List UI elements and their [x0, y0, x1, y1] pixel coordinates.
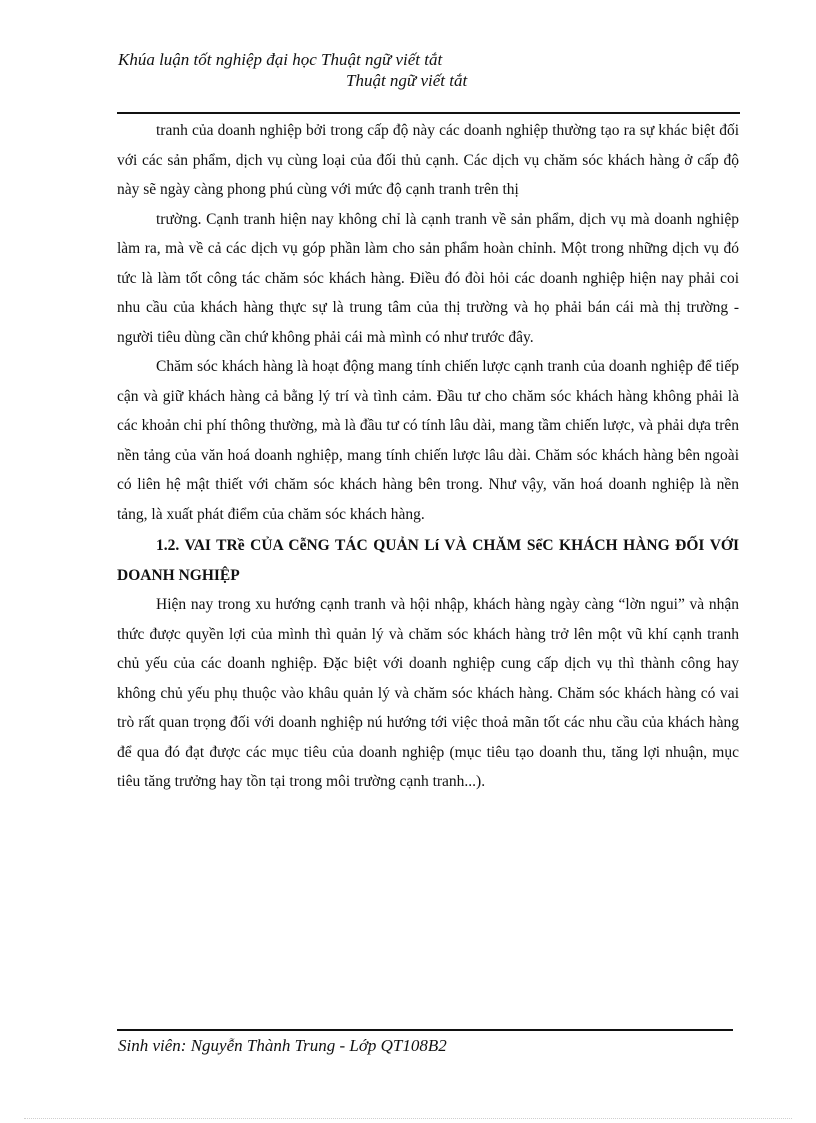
- footer-student-info: Sinh viên: Nguyễn Thành Trung - Lớp QT108B2: [118, 1036, 447, 1055]
- section-heading: 1.2. VAI TRề CỦA CễNG TÁC QUẢN Lí VÀ CHĂM SểC KHÁCH HÀNG ĐỐI VỚI DOANH NGHIỆP: [117, 537, 739, 584]
- header-divider: [117, 112, 740, 114]
- page-bottom-border: [24, 1118, 792, 1119]
- header-title: Khúa luận tốt nghiệp đại học Thuật ngữ viết tắt: [118, 50, 443, 69]
- body-paragraph-2: trường. Cạnh tranh hiện nay không chỉ là cạnh tranh về sản phẩm, dịch vụ mà doanh nghiệp làm ra, mà về cả các dịch vụ góp phần làm cho sản phẩm hoàn chỉnh. Một trong những dịch vụ đó tức là làm tốt công tác chăm sóc khách hàng. Điều đó đòi hỏi các doanh nghiệp hiện nay phải coi nhu cầu của khách hàng thực sự là trung tâm của thị trường và họ phải bán cái mà thị trường - người tiêu dùng cần chứ không phải cái mà mình có như trước đây.: [117, 210, 739, 346]
- footer-divider: [117, 1029, 733, 1031]
- body-paragraph-4: Hiện nay trong xu hướng cạnh tranh và hội nhập, khách hàng ngày càng “lờn ngui” và nhận thức được quyền lợi của mình thì quản lý và chăm sóc khách hàng trở lên một vũ khí cạnh tranh chủ yếu của các doanh nghiệp. Đặc biệt với doanh nghiệp cung cấp dịch vụ thì thành công hay không chủ yếu phụ thuộc vào khâu quản lý và chăm sóc khách hàng. Chăm sóc khách hàng có vai trò rất quan trọng đối với doanh nghiệp nú hướng tới việc thoả mãn tốt các nhu cầu của khách hàng để qua đó đạt được các mục tiêu của doanh nghiệp (mục tiêu tạo doanh thu, tăng lợi nhuận, mục tiêu tăng trưởng hay tồn tại trong môi trường cạnh tranh...).: [117, 596, 739, 790]
- page-body: [117, 116, 739, 797]
- header-subtitle: Thuật ngữ viết tắt: [346, 71, 468, 90]
- body-paragraph-3: Chăm sóc khách hàng là hoạt động mang tính chiến lược cạnh tranh của doanh nghiệp để tiếp cận và giữ khách hàng cả bằng lý trí và tình cảm. Đầu tư cho chăm sóc khách hàng không phải là các khoản chi phí thông thường, mà là đầu tư có tính lâu dài, mang tầm chiến lược, và phải dựa trên nền tảng của văn hoá doanh nghiệp, mang tính chiến lược lâu dài. Chăm sóc khách hàng bên ngoài có liên hệ mật thiết với chăm sóc khách hàng bên trong. Như vậy, văn hoá doanh nghiệp là nền tảng, là xuất phát điểm của chăm sóc khách hàng.: [117, 358, 739, 523]
- body-paragraph-1: tranh của doanh nghiệp bởi trong cấp độ này các doanh nghiệp thường tạo ra sự khác biệt đối với các sản phẩm, dịch vụ cùng loại của đối thủ cạnh. Các dịch vụ chăm sóc khách hàng ở cấp độ này sẽ ngày càng phong phú cùng với mức độ cạnh tranh trên thị: [117, 122, 739, 198]
